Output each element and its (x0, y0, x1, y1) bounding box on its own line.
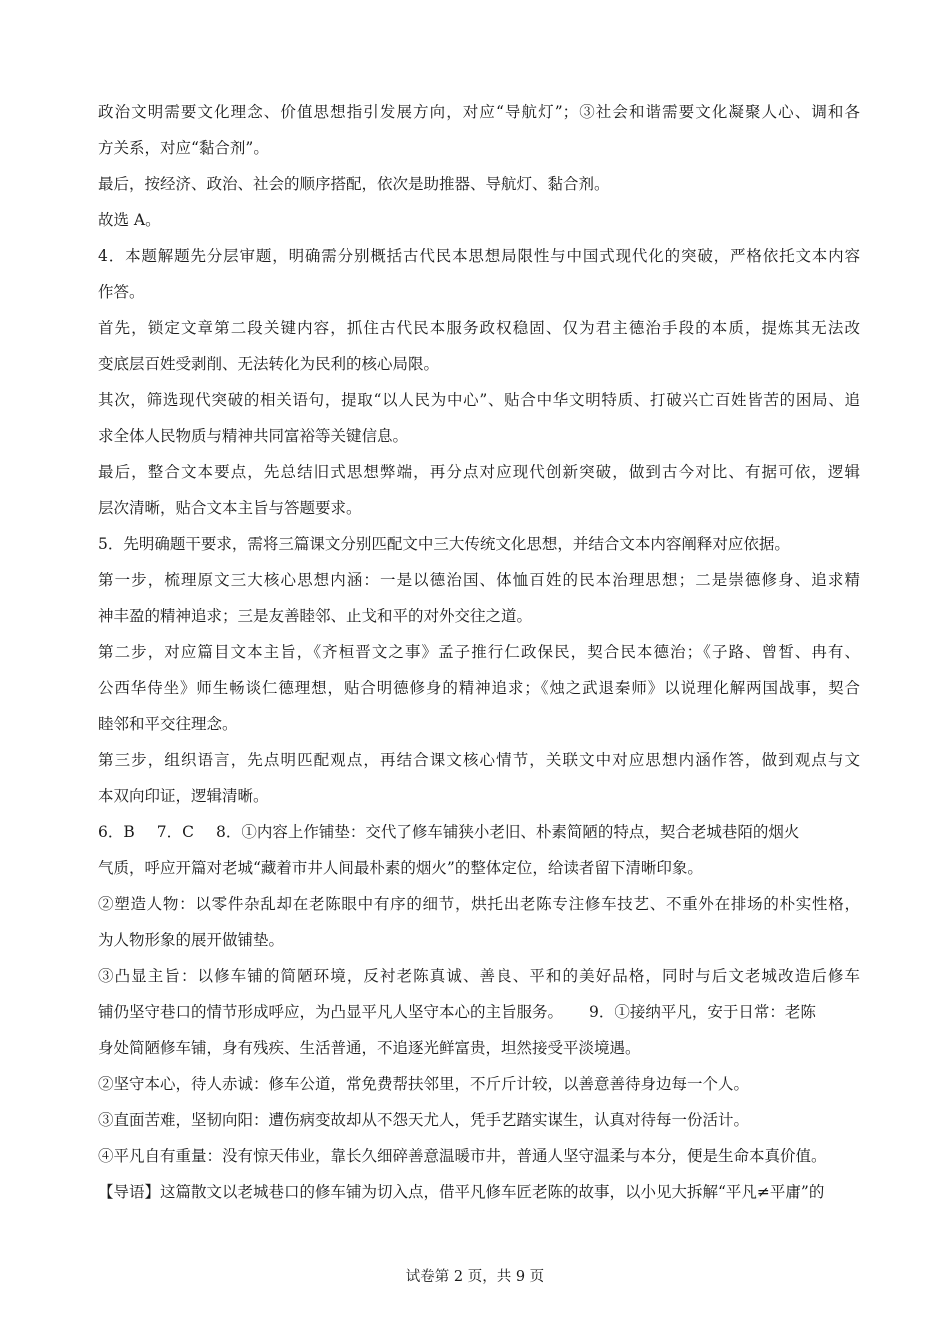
text-line: 第三步，组织语言，先点明匹配观点，再结合课文核心情节，关联文中对应思想内涵作答，做到观点与文 (98, 751, 860, 769)
page-footer: 试卷第 2 页，共 9 页 (405, 1269, 545, 1285)
text-line: 本双向印证，逻辑清晰。 (98, 787, 269, 805)
text-line: 5．先明确题干要求，需将三篇课文分别匹配文中三大传统文化思想，并结合文本内容阐释对应依据。 (98, 535, 790, 553)
text-line: 首先，锁定文章第二段关键内容，抓住古代民本服务政权稳固、仅为君主德治手段的本质，提炼其无法改 (98, 319, 860, 337)
text-line: 【导语】这篇散文以老城巷口的修车铺为切入点，借平凡修车匠老陈的故事，以小见大拆解“平凡≠平庸”的 (98, 1183, 825, 1201)
answer-8: 8．①内容上作铺垫：交代了修车铺狭小老旧、朴素简陋的特点，契合老城巷陌的烟火 (216, 823, 800, 841)
text-line: ③凸显主旨：以修车铺的简陋环境，反衬老陈真诚、善良、平和的美好品格，同时与后文老城改造后修车 (98, 967, 860, 985)
text-line: 睦邻和平交往理念。 (98, 715, 238, 733)
text-line: 为人物形象的展开做铺垫。 (98, 931, 285, 949)
answer-7: 7．C (156, 823, 194, 841)
answer-6: 6．B (98, 823, 135, 841)
text-line: 政治文明需要文化理念、价值思想指引发展方向，对应“导航灯”；③社会和谐需要文化凝聚人心、调和各 (98, 103, 860, 121)
answer-line-9 (98, 994, 860, 1030)
text-line: 公西华侍坐》师生畅谈仁德理想，贴合明德修身的精神追求；《烛之武退秦师》以说理化解两国战事，契合 (98, 679, 860, 697)
text-line: 身处简陋修车铺，身有残疾、生活普通，不追逐光鲜富贵，坦然接受平淡境遇。 (98, 1039, 641, 1057)
answer-text-body (98, 94, 860, 1210)
text-line: 方关系，对应“黏合剂”。 (98, 139, 269, 157)
text-line: 神丰盈的精神追求；三是友善睦邻、止戈和平的对外交往之道。 (98, 607, 533, 625)
text-line: 层次清晰，贴合文本主旨与答题要求。 (98, 499, 362, 517)
answer-line-6-8 (98, 814, 860, 850)
text-line: 故选 A。 (98, 211, 161, 229)
text-line: ④平凡自有重量：没有惊天伟业，靠长久细碎善意温暖市井，普通人坚守温柔与本分，便是生命本真价值。 (98, 1147, 827, 1165)
text-line: 变底层百姓受剥削、无法转化为民利的核心局限。 (98, 355, 440, 373)
text-line: 其次，筛选现代突破的相关语句，提取“以人民为中心”、贴合中华文明特质、打破兴亡百姓皆苦的困局、追 (98, 391, 860, 409)
text-line: 求全体人民物质与精神共同富裕等关键信息。 (98, 427, 409, 445)
text-line: ③直面苦难，坚韧向阳：遭伤病变故却从不怨天尤人，凭手艺踏实谋生，认真对待每一份活计。 (98, 1111, 750, 1129)
text-line: 作答。 (98, 283, 145, 301)
answer-9: 9．①接纳平凡，安于日常：老陈 (589, 1003, 816, 1021)
text-line: ②坚守本心，待人赤诚：修车公道，常免费帮扶邻里，不斤斤计较，以善意善待身边每一个人。 (98, 1075, 750, 1093)
text-line: 第二步，对应篇目文本主旨，《齐桓晋文之事》孟子推行仁政保民，契合民本德治；《子路、曾皙、冉有、 (98, 643, 860, 661)
text-line: ②塑造人物：以零件杂乱却在老陈眼中有序的细节，烘托出老陈专注修车技艺、不重外在排场的朴实性格， (98, 895, 860, 913)
text-line: 4．本题解题先分层审题，明确需分别概括古代民本思想局限性与中国式现代化的突破，严格依托文本内容 (98, 247, 860, 265)
text-line: 气质，呼应开篇对老城“藏着市井人间最朴素的烟火”的整体定位，给读者留下清晰印象。 (98, 859, 703, 877)
text-line: 最后，整合文本要点，先总结旧式思想弊端，再分点对应现代创新突破，做到古今对比、有据可依，逻辑 (98, 463, 860, 481)
text-line: 最后，按经济、政治、社会的顺序搭配，依次是助推器、导航灯、黏合剂。 (98, 175, 610, 193)
text-segment: 铺仍坚守巷口的情节形成呼应，为凸显平凡人坚守本心的主旨服务。 (98, 1003, 564, 1021)
text-line: 第一步，梳理原文三大核心思想内涵：一是以德治国、体恤百姓的民本治理思想；二是崇德修身、追求精 (98, 571, 860, 589)
